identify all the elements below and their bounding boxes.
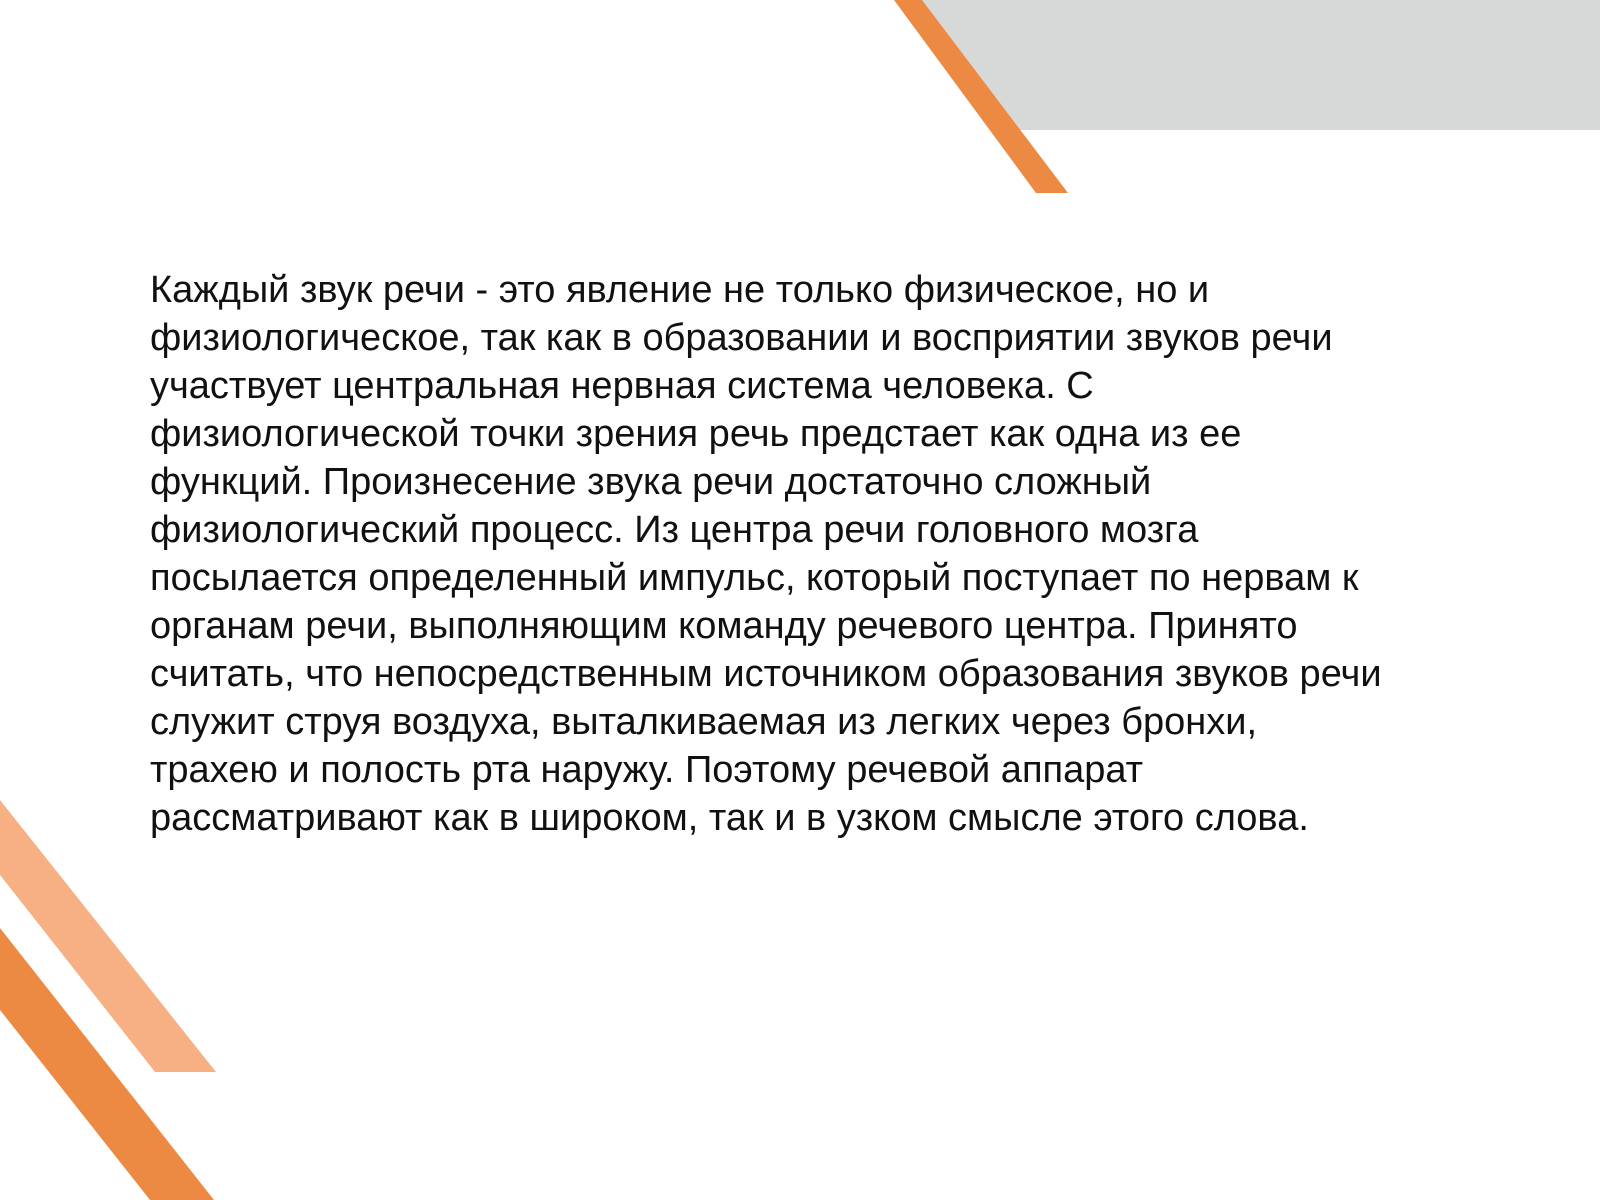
body-paragraph: Каждый звук речи - это явление не только физическое, но и физиологическое, так как в образовании и восприятии звуков речи участвует центральная нервная система человека. С физиологической точки зрения речь предстает как одна из ее функций. Произнесение звука речи достаточно сложный физиологический процесс. Из центра речи головного мозга посылается определенный импульс, который поступает по нервам к органам речи, выполняющим команду речевого центра. Принято считать, что непосредственным источником образования звуков речи служит струя воздуха, выталкиваемая из легких через бронхи, трахею и полость рта наружу. Поэтому речевой аппарат рассматривают как в широком, так и в узком смысле этого слова. [150, 269, 1382, 839]
gray-corner-band [916, 0, 1600, 130]
